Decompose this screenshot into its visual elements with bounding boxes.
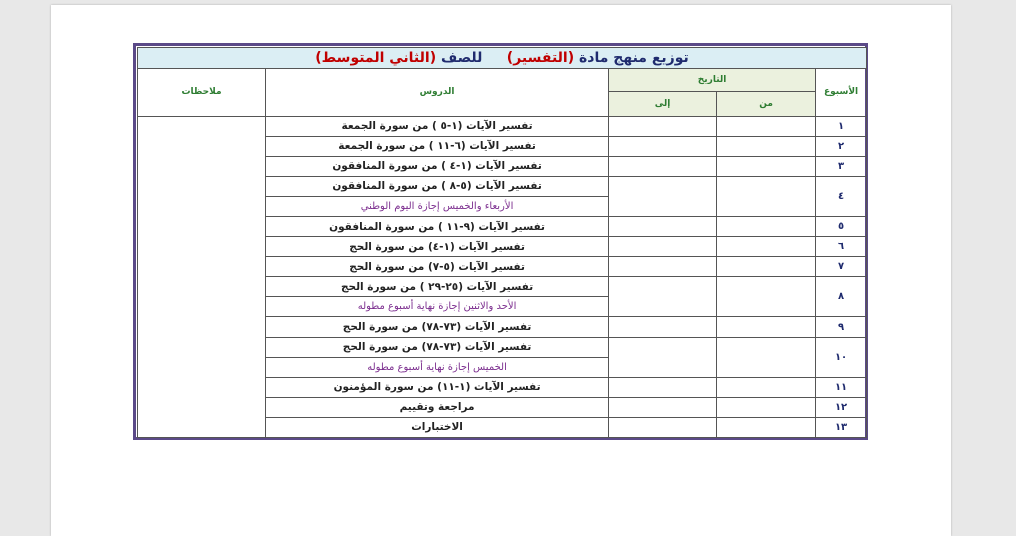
- date-from-cell[interactable]: [717, 156, 816, 176]
- date-from-cell[interactable]: [717, 397, 816, 417]
- date-from-cell[interactable]: [717, 176, 816, 216]
- header-from: من: [717, 92, 816, 116]
- date-to-cell[interactable]: [609, 237, 717, 257]
- table-row: [138, 116, 867, 136]
- lesson-cell: تفسير الآيات (٦-١١ ) من سورة الجمعة: [266, 136, 609, 156]
- header-notes: ملاحظات: [138, 69, 266, 117]
- lesson-cell: تفسير الآيات (١-١١) من سورة المؤمنون: [266, 377, 609, 397]
- date-to-cell[interactable]: [609, 116, 717, 136]
- lesson-cell: مراجعة وتقييم: [266, 397, 609, 417]
- date-from-cell[interactable]: [717, 417, 816, 437]
- lesson-cell: تفسير الآيات (١-٤) من سورة الحج: [266, 237, 609, 257]
- lesson-cell: تفسير الآيات (٧٣-٧٨) من سورة الحج: [266, 317, 609, 337]
- notes-cell[interactable]: [138, 116, 266, 437]
- lesson-cell: الاختبارات: [266, 417, 609, 437]
- lesson-cell: تفسير الآيات (٥-٧) من سورة الحج: [266, 257, 609, 277]
- date-from-cell[interactable]: [717, 317, 816, 337]
- date-to-cell[interactable]: [609, 337, 717, 377]
- date-to-cell[interactable]: [609, 377, 717, 397]
- header-week: الأسبوع: [816, 69, 867, 117]
- table-title: [138, 48, 867, 69]
- date-from-cell[interactable]: [717, 116, 816, 136]
- lesson-cell: تفسير الآيات (٩-١١ ) من سورة المنافقون: [266, 217, 609, 237]
- header-to: إلى: [609, 92, 717, 116]
- date-from-cell[interactable]: [717, 337, 816, 377]
- week-number: ١١: [816, 377, 867, 397]
- date-to-cell[interactable]: [609, 217, 717, 237]
- week-number: ٦: [816, 237, 867, 257]
- date-to-cell[interactable]: [609, 417, 717, 437]
- holiday-note: الأربعاء والخميس إجازة اليوم الوطني: [266, 197, 609, 217]
- week-number: ١: [816, 116, 867, 136]
- week-number: ٢: [816, 136, 867, 156]
- date-from-cell[interactable]: [717, 277, 816, 317]
- date-from-cell[interactable]: [717, 136, 816, 156]
- lesson-cell: تفسير الآيات (٢٥-٢٩ ) من سورة الحج: [266, 277, 609, 297]
- title-part2: للصف: [440, 50, 483, 67]
- date-to-cell[interactable]: [609, 136, 717, 156]
- date-from-cell[interactable]: [717, 377, 816, 397]
- date-to-cell[interactable]: [609, 317, 717, 337]
- date-to-cell[interactable]: [609, 156, 717, 176]
- title-grade: (الثاني المتوسط): [315, 50, 437, 67]
- date-to-cell[interactable]: [609, 397, 717, 417]
- lesson-cell: تفسير الآيات (١-٤ ) من سورة المنافقون: [266, 156, 609, 176]
- title-subject: (التفسير): [506, 50, 575, 67]
- title-part1: توزيع منهج مادة: [579, 50, 689, 67]
- week-number: ٤: [816, 176, 867, 216]
- week-number: ٨: [816, 277, 867, 317]
- holiday-note: الخميس إجازة نهاية أسبوع مطوله: [266, 357, 609, 377]
- date-from-cell[interactable]: [717, 257, 816, 277]
- week-number: ٥: [816, 217, 867, 237]
- lesson-cell: تفسير الآيات (٥-٨ ) من سورة المنافقون: [266, 176, 609, 196]
- week-number: ١٠: [816, 337, 867, 377]
- date-to-cell[interactable]: [609, 176, 717, 216]
- date-from-cell[interactable]: [717, 237, 816, 257]
- week-number: ٧: [816, 257, 867, 277]
- header-lessons: الدروس: [266, 69, 609, 117]
- week-number: ١٣: [816, 417, 867, 437]
- week-number: ٣: [816, 156, 867, 176]
- holiday-note: الأحد والاثنين إجازة نهاية أسبوع مطوله: [266, 297, 609, 317]
- date-to-cell[interactable]: [609, 277, 717, 317]
- curriculum-table: [137, 47, 867, 438]
- week-number: ٩: [816, 317, 867, 337]
- header-date: التاريخ: [609, 69, 816, 92]
- date-from-cell[interactable]: [717, 217, 816, 237]
- lesson-cell: تفسير الآيات (٧٣-٧٨) من سورة الحج: [266, 337, 609, 357]
- date-to-cell[interactable]: [609, 257, 717, 277]
- week-number: ١٢: [816, 397, 867, 417]
- lesson-cell: تفسير الآيات (١-٥ ) من سورة الجمعة: [266, 116, 609, 136]
